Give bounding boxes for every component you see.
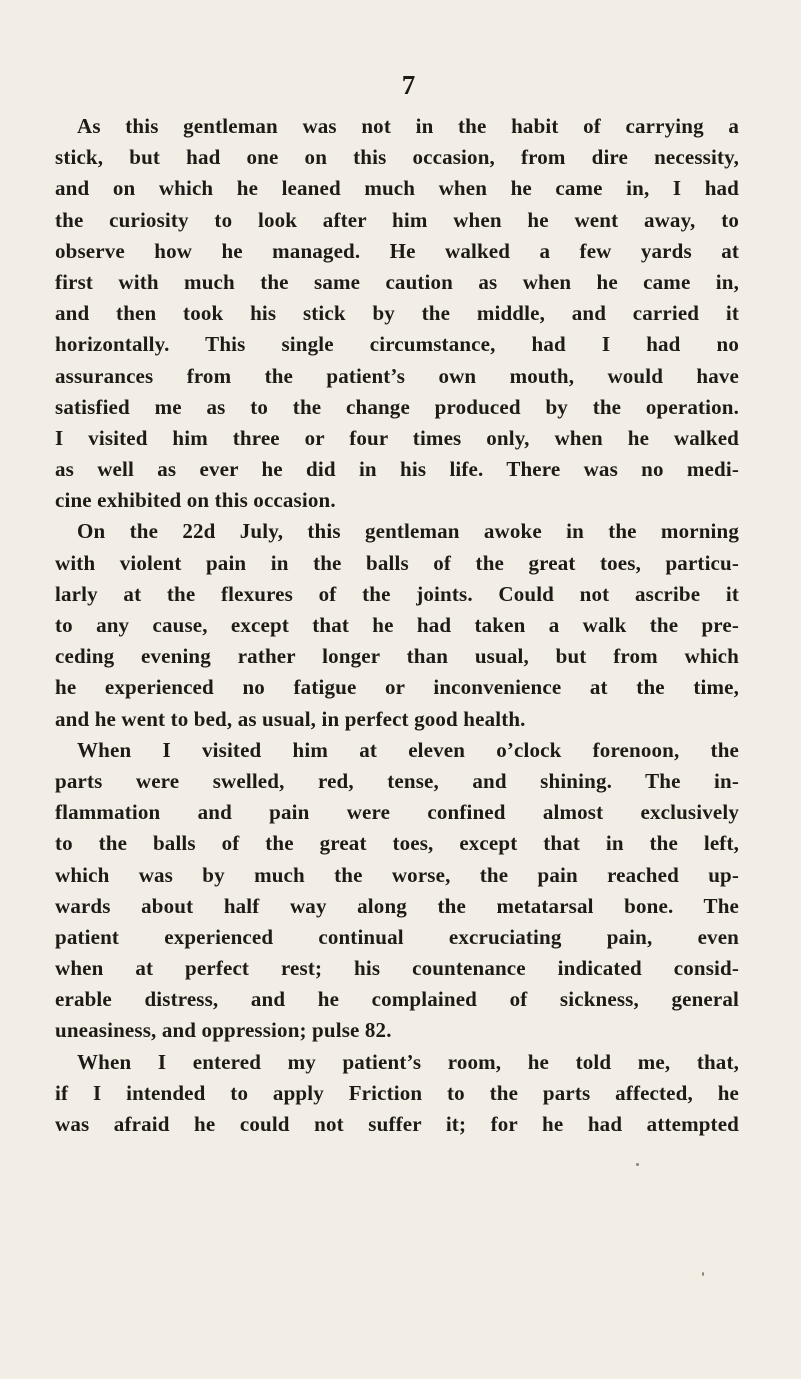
text-line: when at perfect rest; his countenance indicated consid- <box>55 956 739 981</box>
text-line: stick, but had one on this occasion, from dire necessity, <box>55 145 739 170</box>
text-line: was afraid he could not suffer it; for he had attempted <box>55 1112 739 1136</box>
text-line: When I visited him at eleven o’clock forenoon, the <box>77 737 739 762</box>
text-line: satisfied me as to the change produced by the operation. <box>55 394 739 419</box>
text-line: to any cause, except that he had taken a walk the pre- <box>55 613 739 637</box>
text-line: flammation and pain were confined almost exclusively <box>55 800 739 825</box>
text-line: horizontally. This single circumstance, had I had no <box>55 332 739 357</box>
text-line: and on which he leaned much when he came in, I had <box>55 176 739 201</box>
text-line: assurances from the patient’s own mouth, would have <box>55 363 739 388</box>
text-line: uneasiness, and oppression; pulse 82. <box>55 1018 392 1043</box>
text-line: erable distress, and he complained of sickness, general <box>55 987 739 1012</box>
text-line: As this gentleman was not in the habit of carrying a <box>77 114 739 138</box>
page-number: 7 <box>401 70 416 100</box>
text-line: cine exhibited on this occasion. <box>55 488 336 513</box>
text-line: to the balls of the great toes, except that in the left, <box>55 831 739 856</box>
text-line: as well as ever he did in his life. There was no medi- <box>55 457 739 482</box>
text-line: which was by much the worse, the pain reached up- <box>55 862 739 887</box>
text-line: first with much the same caution as when he came in, <box>55 269 739 294</box>
text-line: if I intended to apply Friction to the parts affected, he <box>55 1080 739 1105</box>
text-line: and then took his stick by the middle, and carried it <box>55 301 739 326</box>
text-line: parts were swelled, red, tense, and shining. The in- <box>55 768 739 793</box>
text-line: wards about half way along the metatarsal bone. The <box>55 893 739 918</box>
text-line: and he went to bed, as usual, in perfect good health. <box>55 706 526 731</box>
text-line: he experienced no fatigue or inconvenience at the time, <box>55 675 739 700</box>
body-text <box>55 111 739 1140</box>
text-line: observe how he managed. He walked a few yards at <box>55 238 739 263</box>
text-line: When I entered my patient’s room, he told me, that, <box>77 1049 739 1074</box>
text-line: larly at the flexures of the joints. Could not ascribe it <box>55 581 739 606</box>
text-line: with violent pain in the balls of the great toes, particu- <box>55 550 739 575</box>
text-line: the curiosity to look after him when he went away, to <box>55 207 739 232</box>
paper-speck <box>636 1163 639 1166</box>
text-line: I visited him three or four times only, when he walked <box>55 425 739 450</box>
text-line: On the 22d July, this gentleman awoke in the morning <box>77 519 739 544</box>
text-line: patient experienced continual excruciating pain, even <box>55 924 739 949</box>
text-line: ceding evening rather longer than usual, but from which <box>55 644 739 669</box>
paper-speck <box>702 1272 704 1276</box>
